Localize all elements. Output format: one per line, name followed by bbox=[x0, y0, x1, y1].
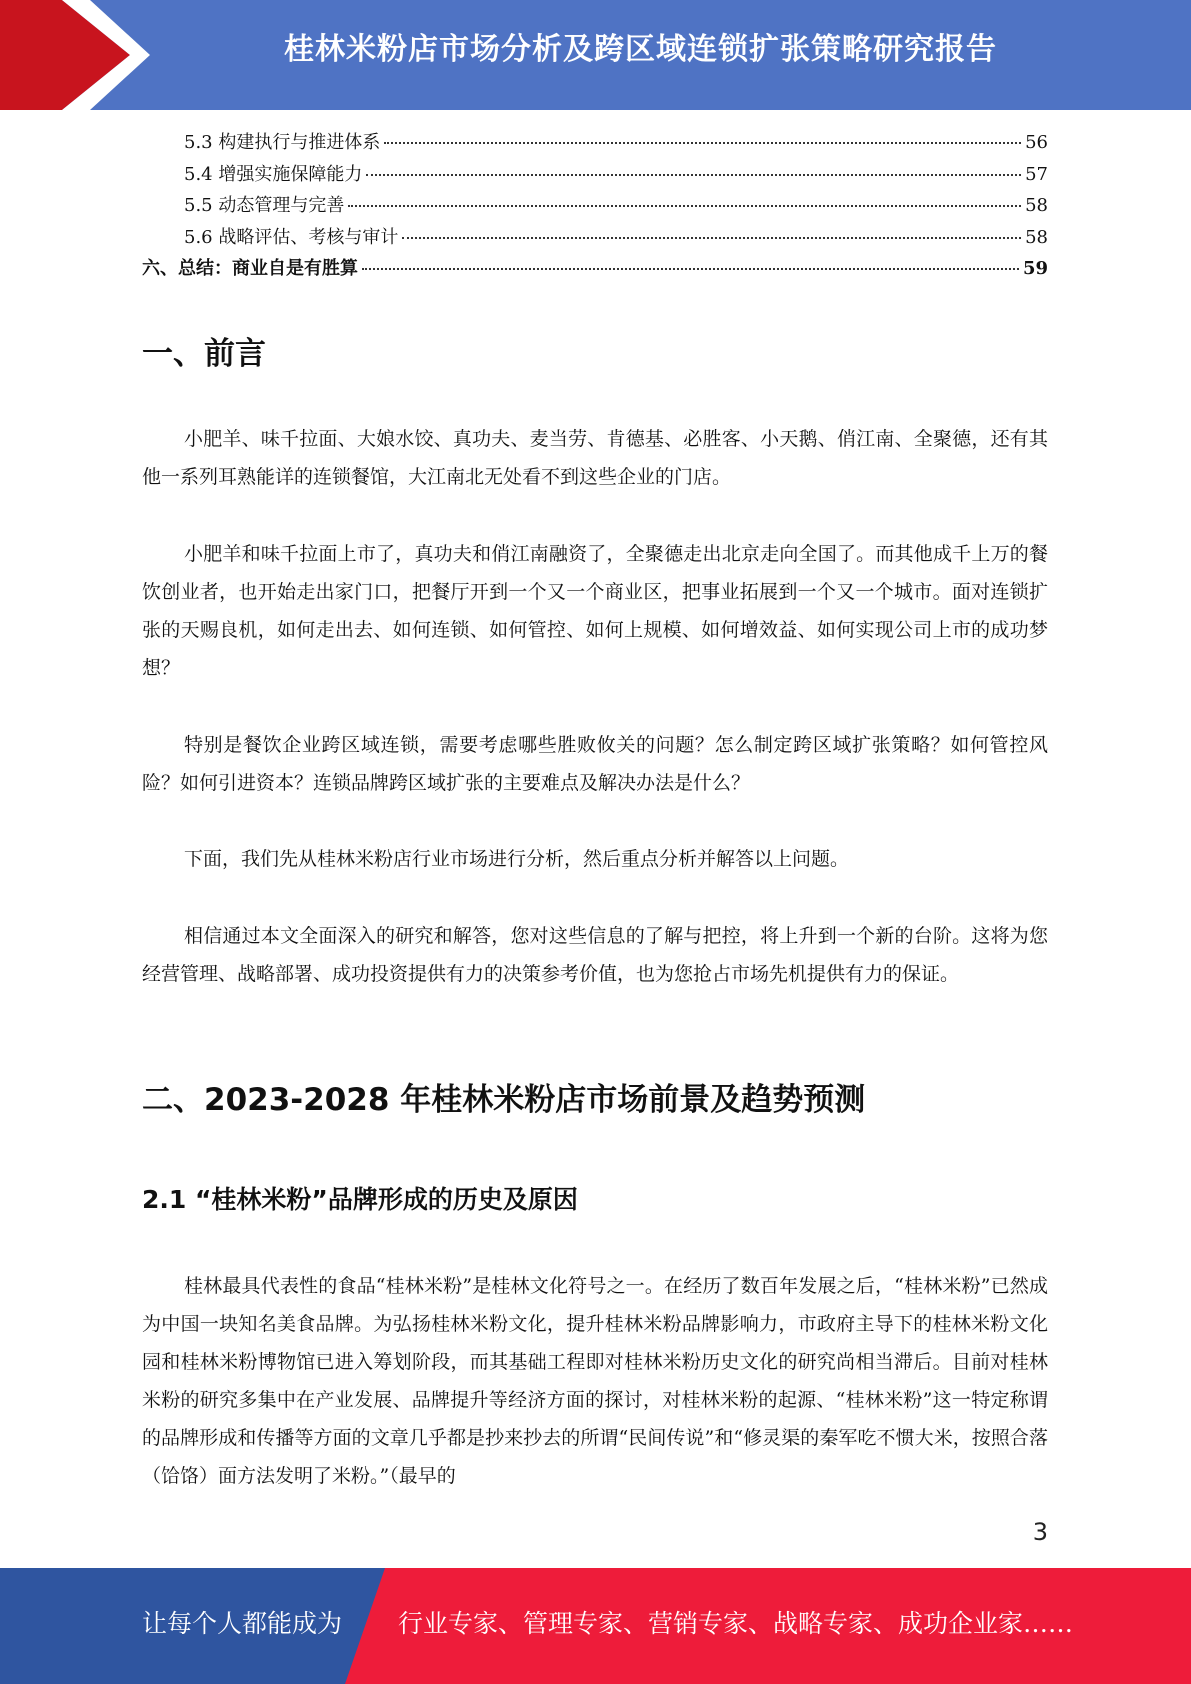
toc-leader-dots bbox=[384, 142, 1021, 144]
toc-entry[interactable] bbox=[142, 160, 1048, 192]
page-header bbox=[0, 0, 1191, 110]
body-paragraph: 桂林最具代表性的食品“桂林米粉”是桂林文化符号之一。在经历了数百年发展之后，“桂林米粉”已然成为中国一块知名美食品牌。为弘扬桂林米粉文化，提升桂林米粉品牌影响力，市政府主导下的桂林米粉文化园和桂林米粉博物馆已进入筹划阶段，而其基础工程即对桂林米粉历史文化的研究尚相当滞后。目前对桂林米粉的研究多集中在产业发展、品牌提升等经济方面的探讨，对桂林米粉的起源、“桂林米粉”这一特定称谓的品牌形成和传播等方面的文章几乎都是抄来抄去的所谓“民间传说”和“修灵渠的秦军吃不惯大米，按照合落（饸饹）面方法发明了米粉。”（最早的 bbox=[142, 1275, 1048, 1487]
toc-entry[interactable] bbox=[142, 223, 1048, 255]
section-heading-preface: 一、前言 bbox=[142, 336, 266, 372]
toc-leader-dots bbox=[366, 174, 1021, 176]
toc-entry-label: 5.4 增强实施保障能力 bbox=[184, 163, 363, 185]
body-paragraph: 小肥羊、味千拉面、大娘水饺、真功夫、麦当劳、肯德基、必胜客、小天鹅、俏江南、全聚德，还有其他一系列耳熟能详的连锁餐馆，大江南北无处看不到这些企业的门店。 bbox=[142, 428, 1048, 488]
toc-leader-dots bbox=[402, 237, 1021, 239]
page-footer bbox=[0, 1568, 1191, 1684]
report-title: 桂林米粉店市场分析及跨区域连锁扩张策略研究报告 bbox=[284, 32, 997, 67]
body-paragraph: 下面，我们先从桂林米粉店行业市场进行分析，然后重点分析并解答以上问题。 bbox=[184, 848, 850, 870]
toc-entry-page: 56 bbox=[1025, 132, 1048, 153]
toc-entry-page: 58 bbox=[1025, 226, 1048, 248]
toc-entry-label: 5.5 动态管理与完善 bbox=[184, 195, 345, 216]
toc-entry-page: 58 bbox=[1025, 195, 1048, 216]
body-paragraph: 特别是餐饮企业跨区域连锁，需要考虑哪些胜败攸关的问题？怎么制定跨区域扩张策略？如何管控风险？如何引进资本？连锁品牌跨区域扩张的主要难点及解决办法是什么？ bbox=[142, 734, 1048, 794]
toc-leader-dots bbox=[348, 205, 1021, 207]
body-paragraph: 小肥羊和味千拉面上市了，真功夫和俏江南融资了，全聚德走出北京走向全国了。而其他成千上万的餐饮创业者，也开始走出家门口，把餐厅开到一个又一个商业区，把事业拓展到一个又一个城市。面对连锁扩张的天赐良机，如何走出去、如何连锁、如何管控、如何上规模、如何增效益、如何实现公司上市的成功梦想？ bbox=[142, 543, 1048, 679]
header-chevron-icon bbox=[0, 0, 150, 110]
page-number: 3 bbox=[1032, 1518, 1048, 1546]
toc-entry-page: 57 bbox=[1025, 163, 1048, 185]
table-of-contents bbox=[142, 128, 1048, 286]
toc-entry[interactable] bbox=[142, 191, 1048, 223]
section-heading-market-forecast: 二、2023-2028 年桂林米粉店市场前景及趋势预测 bbox=[142, 1082, 866, 1118]
toc-entry-label: 六、总结：商业自是有胜算 bbox=[142, 258, 358, 279]
footer-slogan-right: 行业专家、管理专家、营销专家、战略专家、成功企业家…… bbox=[398, 1609, 1074, 1638]
body-paragraph: 相信通过本文全面深入的研究和解答，您对这些信息的了解与把控，将上升到一个新的台阶。这将为您经营管理、战略部署、成功投资提供有力的决策参考价值，也为您抢占市场先机提供有力的保证。 bbox=[142, 925, 1048, 985]
toc-entry-main[interactable] bbox=[142, 254, 1048, 286]
subsection-heading: 2.1 “桂林米粉”品牌形成的历史及原因 bbox=[142, 1185, 578, 1214]
footer-slogan-left: 让每个人都能成为 bbox=[142, 1609, 343, 1638]
toc-leader-dots bbox=[362, 268, 1019, 270]
toc-entry[interactable] bbox=[142, 128, 1048, 160]
toc-entry-page: 59 bbox=[1022, 258, 1048, 279]
toc-entry-label: 5.6 战略评估、考核与审计 bbox=[184, 226, 399, 248]
toc-entry-label: 5.3 构建执行与推进体系 bbox=[184, 132, 381, 153]
